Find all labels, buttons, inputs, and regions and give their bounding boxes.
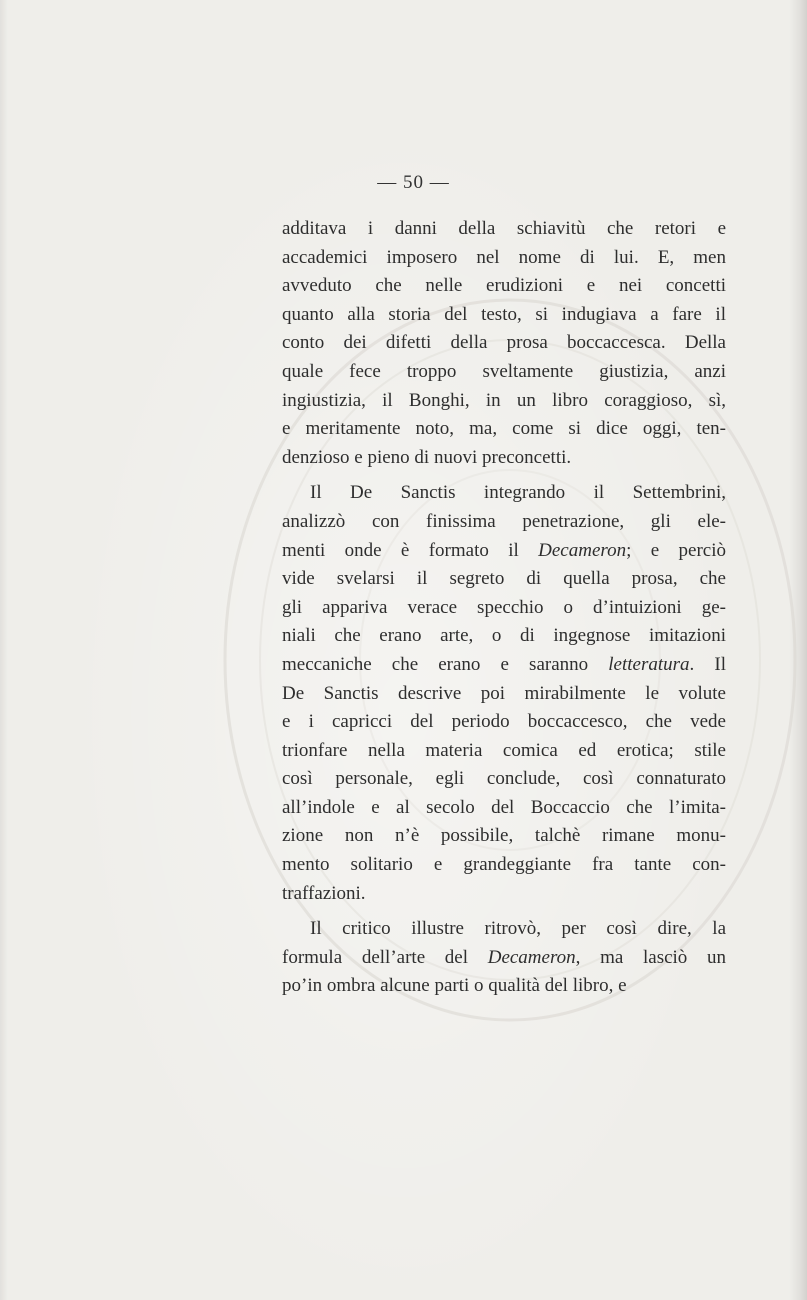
text-line [282, 444, 726, 473]
italic-title: Decameron [538, 539, 627, 561]
text-segment: denzioso e pieno di nuovi preconcetti. [282, 446, 572, 468]
text-line [282, 915, 726, 944]
text-segment: conto dei difetti della prosa boccaccesca. Della [282, 332, 726, 354]
text-line [282, 651, 726, 680]
text-line [282, 329, 726, 358]
text-segment: , ma lasciò un [575, 946, 726, 968]
italic-title: Decameron [487, 946, 576, 968]
text-line [282, 822, 726, 851]
italic-title: letteratura [608, 653, 690, 675]
text-segment: analizzò con finissima penetrazione, gli ele- [282, 510, 726, 532]
text-segment: formula dell’arte del [282, 946, 488, 968]
text-segment: Il critico illustre ritrovò, per così dire, la [310, 918, 726, 940]
paragraph [282, 915, 726, 1001]
text-segment: accademici imposero nel nome di lui. E, men [282, 246, 726, 268]
text-segment: Il De Sanctis integrando il Settembrini, [310, 482, 726, 504]
text-segment: gli appariva verace specchio o d’intuizioni ge- [282, 596, 726, 618]
text-segment: e meritamente noto, ma, come si dice oggi, ten- [282, 418, 726, 440]
text-segment: quale fece troppo sveltamente giustizia, anzi [282, 360, 726, 382]
text-segment: meccaniche che erano e saranno [282, 653, 609, 675]
text-segment: all’indole e al secolo del Boccaccio che l’imita- [282, 796, 726, 818]
text-segment: additava i danni della schiavitù che retori e [282, 218, 726, 239]
text-line [282, 944, 726, 973]
text-line [282, 479, 726, 508]
text-line [282, 594, 726, 623]
text-segment: zione non n’è possibile, talchè rimane monu- [282, 825, 726, 847]
text-segment: così personale, egli conclude, così connaturato [282, 768, 726, 790]
body-text [282, 215, 726, 1001]
text-line [282, 537, 726, 566]
text-line [282, 880, 726, 909]
text-line [282, 301, 726, 330]
text-segment: niali che erano arte, o di ingegnose imitazioni [282, 625, 726, 647]
text-line [282, 272, 726, 301]
text-segment: vide svelarsi il segreto di quella prosa, che [282, 568, 726, 590]
text-segment: mento solitario e grandeggiante fra tante con- [282, 854, 726, 876]
page-edge-left [0, 0, 8, 1300]
text-segment: ingiustizia, il Bonghi, in un libro coraggioso, sì, [282, 389, 726, 411]
paragraph-gap [282, 472, 726, 479]
text-line [282, 765, 726, 794]
text-segment: trionfare nella materia comica ed erotica; stile [282, 739, 726, 761]
text-segment: ; e perciò [626, 539, 727, 561]
text-line [282, 387, 726, 416]
text-segment: quanto alla storia del testo, si indugiava a fare il [282, 303, 726, 325]
text-segment: e i capricci del periodo boccaccesco, che vede [282, 711, 726, 733]
text-segment: avveduto che nelle erudizioni e nei concetti [282, 275, 726, 297]
page-number: — 50 — [377, 172, 450, 193]
text-line [282, 244, 726, 273]
paragraph [282, 479, 726, 908]
text-line [282, 737, 726, 766]
text-line [282, 415, 726, 444]
paragraph-gap [282, 908, 726, 915]
text-line [282, 680, 726, 709]
text-line [282, 972, 726, 1001]
text-segment: . Il [689, 653, 726, 675]
text-segment: menti onde è formato il [282, 539, 539, 561]
text-line [282, 215, 726, 244]
text-segment: De Sanctis descrive poi mirabilmente le volute [282, 682, 726, 704]
paragraph [282, 215, 726, 472]
text-line [282, 508, 726, 537]
text-line [282, 358, 726, 387]
page-edge-right [789, 0, 807, 1300]
text-line [282, 851, 726, 880]
text-line [282, 565, 726, 594]
text-segment: traffazioni. [282, 882, 366, 904]
text-line [282, 794, 726, 823]
text-line [282, 622, 726, 651]
text-line [282, 708, 726, 737]
text-segment: po’in ombra alcune parti o qualità del libro, e [282, 975, 627, 997]
